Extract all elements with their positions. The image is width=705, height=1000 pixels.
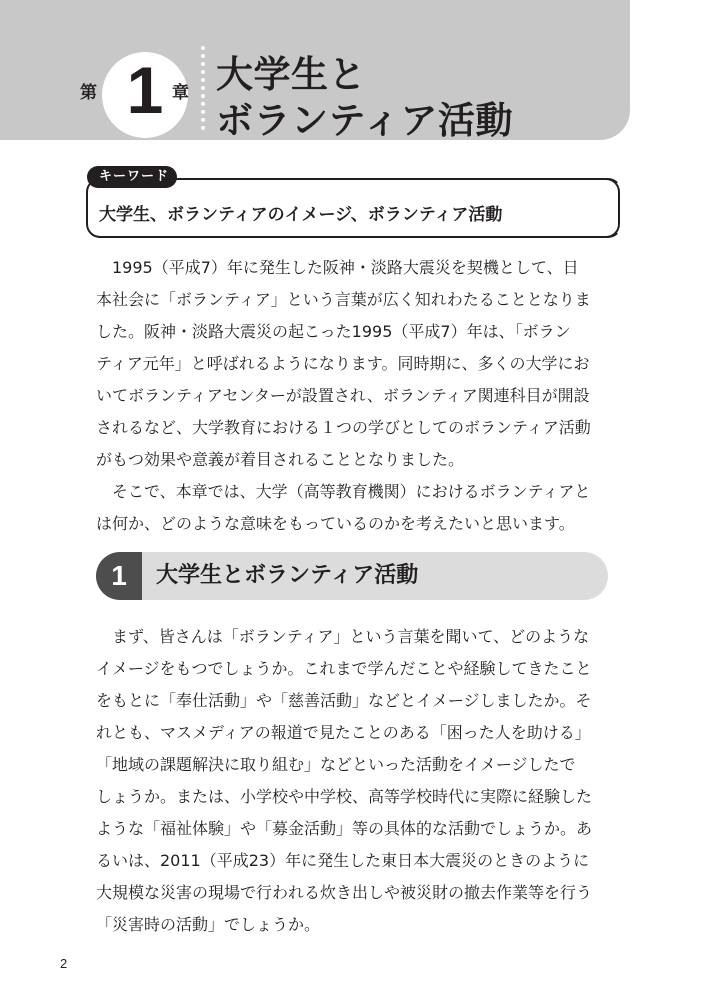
text-line: した。阪神・淡路大震災の起こった1995（平成7）年は、「ボラン [96,322,571,341]
text-line: がもつ効果や意義が着目されることとなりました。 [96,450,465,469]
title-divider [201,46,205,130]
page-number: 2 [60,956,68,971]
intro-paragraph [96,252,616,540]
chapter-prefix: 第 [80,83,97,103]
text-line: れとも、マスメディアの報道で見たことのある「困った人を助ける」 [96,723,591,742]
text-line: されるなど、大学教育における１つの学びとしてのボランティア活動 [96,418,591,437]
text-line: イメージをもつでしょうか。これまで学んだことや経験してきたこと [96,659,592,678]
keyword-label: キーワード [87,166,177,188]
chapter-title-line-1: 大学生と [216,53,366,96]
chapter-number: 1 [126,53,164,127]
keyword-list: 大学生、ボランティアのイメージ、ボランティア活動 [99,205,503,225]
text-line: 1995（平成7）年に発生した阪神・淡路大震災を契機として、日 [96,258,579,277]
text-line: しょうか。または、小学校や中学校、高等学校時代に実際に経験した [96,787,593,806]
text-line: 「地域の課題解決に取り組む」などといった活動をイメージしたで [96,755,576,774]
chapter-title-line-2: ボランティア活動 [216,99,514,142]
section-number: 1 [111,560,127,591]
chapter-suffix: 章 [172,83,189,103]
text-line: ような「福祉体験」や「募金活動」等の具体的な活動でしょうか。あ [96,819,593,838]
section-title: 大学生とボランティア活動 [156,563,419,588]
text-line: そこで、本章では、大学（高等教育機関）におけるボランティアと [96,482,591,501]
text-line: ティア元年」と呼ばれるようになります。同時期に、多くの大学にお [96,354,590,373]
text-line: るいは、2011（平成23）年に発生した東日本大震災のときのように [96,851,590,870]
text-line: 本社会に「ボランティア」という言葉が広く知れわたることとなりま [96,290,591,309]
text-line: をもとに「奉仕活動」や「慈善活動」などとイメージしましたか。そ [96,691,592,710]
keyword-box-right-bracket [604,178,620,238]
text-line: は何か、どのような意味をもっているのかを考えたいと思います。 [96,514,575,533]
body-paragraph [96,621,616,941]
text-line: まず、皆さんは「ボランティア」という言葉を聞いて、どのような [96,627,590,646]
text-line: 「災害時の活動」でしょうか。 [96,915,321,934]
text-line: いてボランティアセンターが設置され、ボランティア関連科目が開設 [96,386,590,405]
text-line: 大規模な災害の現場で行われる炊き出しや被災財の撤去作業等を行う [96,883,593,902]
